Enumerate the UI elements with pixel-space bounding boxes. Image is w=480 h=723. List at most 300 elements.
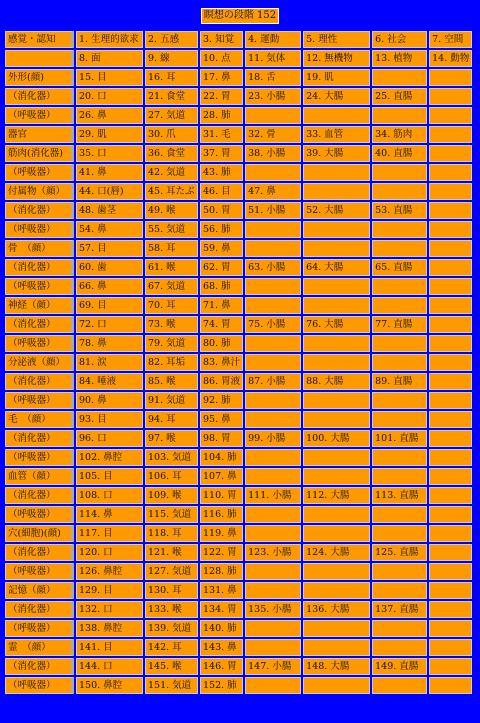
stage-cell: 2. 五感 <box>145 31 198 48</box>
stage-cell: 126. 鼻腔 <box>76 563 143 580</box>
stage-cell: 149. 直腸 <box>372 658 427 675</box>
stage-cell: 145. 喉 <box>145 658 198 675</box>
stage-cell <box>372 411 427 428</box>
stage-cell: 65. 直腸 <box>372 259 427 276</box>
stage-cell: 68. 肺 <box>200 278 243 295</box>
stage-cell: 121. 喉 <box>145 544 198 561</box>
stage-cell: 81. 涙 <box>76 354 143 371</box>
table-row <box>5 430 472 447</box>
stage-cell <box>303 354 370 371</box>
stage-cell: 144. 口 <box>76 658 143 675</box>
row-category-cell: 骨 （顔） <box>5 240 74 257</box>
row-category-cell: （呼吸器） <box>5 506 74 523</box>
stage-cell: 101. 直腸 <box>372 430 427 447</box>
stage-cell <box>303 411 370 428</box>
stage-cell: 69. 目 <box>76 297 143 314</box>
stage-cell: 122. 胃 <box>200 544 243 561</box>
stage-cell: 128. 肺 <box>200 563 243 580</box>
row-category-cell: （呼吸器） <box>5 677 74 694</box>
row-category-cell: （消化器） <box>5 316 74 333</box>
stage-cell: 90. 鼻 <box>76 392 143 409</box>
stage-cell <box>429 620 472 637</box>
stage-cell: 129. 目 <box>76 582 143 599</box>
stage-cell: 6. 社会 <box>372 31 427 48</box>
stage-cell: 119. 鼻 <box>200 525 243 542</box>
stage-cell: 9. 線 <box>145 50 198 67</box>
stage-cell <box>372 449 427 466</box>
stage-cell <box>245 297 301 314</box>
row-category-cell: 記憶（顔） <box>5 582 74 599</box>
stage-cell <box>372 69 427 86</box>
stage-cell <box>303 221 370 238</box>
stage-cell <box>303 335 370 352</box>
stage-cell <box>429 183 472 200</box>
stage-cell: 27. 気道 <box>145 107 198 124</box>
stage-cell: 115. 気道 <box>145 506 198 523</box>
stage-cell <box>372 278 427 295</box>
stage-cell: 148. 大腸 <box>303 658 370 675</box>
table-row <box>5 335 472 352</box>
stage-cell: 46. 目 <box>200 183 243 200</box>
stage-cell <box>372 107 427 124</box>
stage-cell <box>429 335 472 352</box>
stage-cell <box>429 468 472 485</box>
row-category-cell: （消化器） <box>5 88 74 105</box>
row-category-cell: 筋肉(消化器) <box>5 145 74 162</box>
stage-cell: 11. 気体 <box>245 50 301 67</box>
stage-cell <box>245 392 301 409</box>
stage-cell: 7. 空間 <box>429 31 472 48</box>
stage-cell <box>303 468 370 485</box>
table-row <box>5 620 472 637</box>
stage-cell: 16. 耳 <box>145 69 198 86</box>
stage-cell <box>372 183 427 200</box>
stage-cell: 138. 鼻腔 <box>76 620 143 637</box>
stage-cell <box>429 582 472 599</box>
stage-cell: 96. 口 <box>76 430 143 447</box>
stage-cell <box>372 468 427 485</box>
row-category-cell: 付属物（顔） <box>5 183 74 200</box>
table-row <box>5 506 472 523</box>
stage-cell: 15. 目 <box>76 69 143 86</box>
stage-cell <box>245 620 301 637</box>
row-category-cell: （呼吸器） <box>5 164 74 181</box>
stage-cell: 64. 大腸 <box>303 259 370 276</box>
table-row <box>5 449 472 466</box>
stage-cell: 40. 直腸 <box>372 145 427 162</box>
stage-cell: 141. 目 <box>76 639 143 656</box>
stage-cell: 50. 胃 <box>200 202 243 219</box>
stage-cell <box>303 392 370 409</box>
row-category-cell: （消化器） <box>5 544 74 561</box>
stage-cell: 57. 目 <box>76 240 143 257</box>
stage-cell <box>245 164 301 181</box>
stage-cell: 56. 肺 <box>200 221 243 238</box>
stage-cell: 13. 植物 <box>372 50 427 67</box>
stage-cell <box>429 677 472 694</box>
stage-cell: 31. 毛 <box>200 126 243 143</box>
row-category-cell: （呼吸器） <box>5 107 74 124</box>
stage-cell: 35. 口 <box>76 145 143 162</box>
stage-cell: 44. 口(唇) <box>76 183 143 200</box>
stage-cell <box>245 278 301 295</box>
stage-cell: 151. 気道 <box>145 677 198 694</box>
stage-cell: 21. 食堂 <box>145 88 198 105</box>
stage-cell: 108. 口 <box>76 487 143 504</box>
stage-cell: 75. 小腸 <box>245 316 301 333</box>
stage-cell: 10. 点 <box>200 50 243 67</box>
stage-cell <box>303 563 370 580</box>
table-row <box>5 601 472 618</box>
stage-cell: 112. 大腸 <box>303 487 370 504</box>
table-row <box>5 639 472 656</box>
stage-cell <box>429 316 472 333</box>
row-category-cell: 分泌液（顔） <box>5 354 74 371</box>
stage-cell: 36. 食堂 <box>145 145 198 162</box>
row-category-cell: （呼吸器） <box>5 620 74 637</box>
stage-cell <box>429 221 472 238</box>
stage-cell <box>372 240 427 257</box>
table-row <box>5 88 472 105</box>
stage-cell: 49. 喉 <box>145 202 198 219</box>
stage-cell: 109. 喉 <box>145 487 198 504</box>
stage-cell: 143. 鼻 <box>200 639 243 656</box>
stage-cell: 130. 耳 <box>145 582 198 599</box>
stage-cell <box>372 525 427 542</box>
stage-cell <box>429 297 472 314</box>
row-category-cell: 神経（顔） <box>5 297 74 314</box>
table-row <box>5 183 472 200</box>
row-category-cell: （消化器） <box>5 487 74 504</box>
stage-cell: 99. 小腸 <box>245 430 301 447</box>
stage-cell <box>429 525 472 542</box>
stage-cell: 127. 気道 <box>145 563 198 580</box>
table-row <box>5 544 472 561</box>
stage-cell: 45. 耳たぶ <box>145 183 198 200</box>
row-category-cell: （呼吸器） <box>5 221 74 238</box>
stage-cell <box>245 449 301 466</box>
stage-cell: 25. 直腸 <box>372 88 427 105</box>
stage-cell <box>303 297 370 314</box>
meditation-stages-table <box>3 29 474 696</box>
table-row <box>5 468 472 485</box>
stage-cell: 38. 小腸 <box>245 145 301 162</box>
page-title: 瞑想の段階 152 <box>201 8 279 24</box>
stage-cell: 72. 口 <box>76 316 143 333</box>
stage-cell: 33. 血管 <box>303 126 370 143</box>
stage-cell: 51. 小腸 <box>245 202 301 219</box>
stage-cell: 134. 胃 <box>200 601 243 618</box>
stage-cell <box>429 392 472 409</box>
stage-cell: 86. 胃液 <box>200 373 243 390</box>
table-row <box>5 107 472 124</box>
stage-cell <box>429 278 472 295</box>
stage-cell: 34. 筋肉 <box>372 126 427 143</box>
table-row <box>5 259 472 276</box>
stage-cell: 67. 気道 <box>145 278 198 295</box>
stage-cell: 94. 耳 <box>145 411 198 428</box>
stage-cell: 59. 鼻 <box>200 240 243 257</box>
stage-cell: 80. 肺 <box>200 335 243 352</box>
stage-cell: 82. 耳垢 <box>145 354 198 371</box>
table-row <box>5 31 472 48</box>
table-row <box>5 354 472 371</box>
stage-cell <box>245 221 301 238</box>
stage-cell <box>429 202 472 219</box>
stage-cell <box>429 69 472 86</box>
stage-cell: 85. 喉 <box>145 373 198 390</box>
stage-cell: 63. 小腸 <box>245 259 301 276</box>
stage-cell: 22. 胃 <box>200 88 243 105</box>
stage-cell <box>429 240 472 257</box>
table-row <box>5 240 472 257</box>
stage-cell: 78. 鼻 <box>76 335 143 352</box>
stage-cell <box>245 411 301 428</box>
row-category-cell: （呼吸器） <box>5 449 74 466</box>
stage-cell: 91. 気道 <box>145 392 198 409</box>
stage-cell <box>303 506 370 523</box>
stage-cell <box>245 240 301 257</box>
stage-cell: 52. 大腸 <box>303 202 370 219</box>
table-row <box>5 126 472 143</box>
stage-cell: 140. 肺 <box>200 620 243 637</box>
table-row <box>5 297 472 314</box>
stage-cell <box>245 677 301 694</box>
stage-cell: 29. 肌 <box>76 126 143 143</box>
stage-cell: 79. 気道 <box>145 335 198 352</box>
stage-cell: 18. 舌 <box>245 69 301 86</box>
table-row <box>5 525 472 542</box>
stage-cell: 20. 口 <box>76 88 143 105</box>
stage-cell: 77. 直腸 <box>372 316 427 333</box>
stage-cell: 92. 肺 <box>200 392 243 409</box>
row-category-cell: 感覚・認知 <box>5 31 74 48</box>
stage-cell <box>429 601 472 618</box>
stage-cell: 117. 目 <box>76 525 143 542</box>
stage-cell: 48. 歯茎 <box>76 202 143 219</box>
table-row <box>5 316 472 333</box>
stage-cell <box>245 335 301 352</box>
stage-cell: 152. 肺 <box>200 677 243 694</box>
stage-cell <box>429 639 472 656</box>
stage-cell: 47. 鼻 <box>245 183 301 200</box>
stage-cell <box>429 259 472 276</box>
stage-cell: 113. 直腸 <box>372 487 427 504</box>
table-row <box>5 221 472 238</box>
stage-cell: 17. 鼻 <box>200 69 243 86</box>
table-row <box>5 50 472 67</box>
stage-cell <box>245 506 301 523</box>
stage-cell: 54. 鼻 <box>76 221 143 238</box>
table-row <box>5 487 472 504</box>
stage-cell: 84. 唾液 <box>76 373 143 390</box>
row-category-cell: 穴(細胞)(顔) <box>5 525 74 542</box>
stage-cell: 114. 鼻 <box>76 506 143 523</box>
stage-cell: 4. 運動 <box>245 31 301 48</box>
stage-cell <box>372 297 427 314</box>
row-category-cell: （消化器） <box>5 658 74 675</box>
stage-cell: 43. 肺 <box>200 164 243 181</box>
stage-cell: 118. 耳 <box>145 525 198 542</box>
stage-cell <box>372 563 427 580</box>
stage-cell: 104. 肺 <box>200 449 243 466</box>
table-row <box>5 145 472 162</box>
stage-cell: 42. 気道 <box>145 164 198 181</box>
table-row <box>5 373 472 390</box>
stage-cell <box>429 145 472 162</box>
stage-cell: 116. 肺 <box>200 506 243 523</box>
row-category-cell: 霊 （顔） <box>5 639 74 656</box>
stage-cell <box>372 620 427 637</box>
stage-cell <box>372 354 427 371</box>
stage-cell <box>429 88 472 105</box>
table-row <box>5 202 472 219</box>
row-category-cell: （呼吸器） <box>5 563 74 580</box>
stage-cell: 58. 耳 <box>145 240 198 257</box>
row-category-cell: （消化器） <box>5 373 74 390</box>
stage-cell <box>372 335 427 352</box>
table-row <box>5 658 472 675</box>
stage-cell: 73. 喉 <box>145 316 198 333</box>
stage-cell: 19. 肌 <box>303 69 370 86</box>
stage-cell <box>429 487 472 504</box>
stage-cell: 105. 目 <box>76 468 143 485</box>
row-category-cell: （呼吸器） <box>5 392 74 409</box>
stage-cell <box>245 107 301 124</box>
stage-cell <box>429 544 472 561</box>
stage-cell <box>429 164 472 181</box>
stage-cell: 97. 喉 <box>145 430 198 447</box>
stage-cell <box>429 126 472 143</box>
table-row <box>5 563 472 580</box>
row-category-cell: 毛 （顔） <box>5 411 74 428</box>
stage-cell: 8. 面 <box>76 50 143 67</box>
row-category-cell: （消化器） <box>5 601 74 618</box>
table-row <box>5 582 472 599</box>
stage-cell <box>303 107 370 124</box>
stage-cell: 70. 耳 <box>145 297 198 314</box>
row-category-cell: 器官 <box>5 126 74 143</box>
stage-cell <box>429 373 472 390</box>
stage-cell <box>429 430 472 447</box>
stage-cell: 139. 気道 <box>145 620 198 637</box>
stage-cell: 142. 耳 <box>145 639 198 656</box>
stage-cell: 120. 口 <box>76 544 143 561</box>
stage-cell <box>303 677 370 694</box>
stage-cell <box>372 221 427 238</box>
stage-cell: 26. 鼻 <box>76 107 143 124</box>
stage-cell: 100. 大腸 <box>303 430 370 447</box>
table-row <box>5 392 472 409</box>
stage-cell <box>429 506 472 523</box>
stage-cell: 76. 大腸 <box>303 316 370 333</box>
row-category-cell <box>5 50 74 67</box>
stage-cell: 131. 鼻 <box>200 582 243 599</box>
stage-cell <box>372 677 427 694</box>
stage-cell: 88. 大腸 <box>303 373 370 390</box>
stage-cell: 146. 胃 <box>200 658 243 675</box>
stage-cell: 111. 小腸 <box>245 487 301 504</box>
stage-cell: 24. 大腸 <box>303 88 370 105</box>
stage-cell: 136. 大腸 <box>303 601 370 618</box>
stage-cell <box>303 639 370 656</box>
stage-cell: 74. 胃 <box>200 316 243 333</box>
stage-cell: 150. 鼻腔 <box>76 677 143 694</box>
stage-cell: 125. 直腸 <box>372 544 427 561</box>
stage-cell: 98. 胃 <box>200 430 243 447</box>
row-category-cell: （消化器） <box>5 259 74 276</box>
row-category-cell: （消化器） <box>5 430 74 447</box>
stage-cell: 102. 鼻腔 <box>76 449 143 466</box>
table-row <box>5 411 472 428</box>
stage-cell <box>429 411 472 428</box>
stage-cell: 61. 喉 <box>145 259 198 276</box>
stage-cell <box>245 354 301 371</box>
stage-cell <box>372 506 427 523</box>
table-row <box>5 69 472 86</box>
stage-cell: 132. 口 <box>76 601 143 618</box>
stage-cell: 53. 直腸 <box>372 202 427 219</box>
stage-cell <box>303 164 370 181</box>
stage-cell <box>372 639 427 656</box>
table-row <box>5 677 472 694</box>
stage-cell: 28. 肺 <box>200 107 243 124</box>
stage-cell: 124. 大腸 <box>303 544 370 561</box>
stage-cell: 103. 気道 <box>145 449 198 466</box>
stage-cell: 30. 爪 <box>145 126 198 143</box>
stage-cell: 133. 喉 <box>145 601 198 618</box>
stage-cell: 66. 鼻 <box>76 278 143 295</box>
stage-cell: 123. 小腸 <box>245 544 301 561</box>
stage-cell: 135. 小腸 <box>245 601 301 618</box>
stage-cell: 83. 鼻汁 <box>200 354 243 371</box>
stage-cell <box>372 582 427 599</box>
stage-cell: 107. 鼻 <box>200 468 243 485</box>
stage-cell: 147. 小腸 <box>245 658 301 675</box>
stage-cell <box>303 620 370 637</box>
stage-cell: 37. 胃 <box>200 145 243 162</box>
stage-cell <box>245 639 301 656</box>
table-row <box>5 164 472 181</box>
stage-cell <box>245 582 301 599</box>
stage-cell: 32. 骨 <box>245 126 301 143</box>
stage-cell: 39. 大腸 <box>303 145 370 162</box>
stage-cell <box>245 525 301 542</box>
stage-cell <box>372 164 427 181</box>
row-category-cell: 外形(顔) <box>5 69 74 86</box>
stage-cell <box>245 563 301 580</box>
stage-cell <box>303 525 370 542</box>
row-category-cell: （呼吸器） <box>5 278 74 295</box>
stage-cell <box>303 240 370 257</box>
stage-cell: 12. 無機物 <box>303 50 370 67</box>
stage-cell <box>429 107 472 124</box>
stage-cell <box>429 449 472 466</box>
stage-cell <box>429 658 472 675</box>
stage-cell <box>372 392 427 409</box>
stage-cell: 3. 知覚 <box>200 31 243 48</box>
row-category-cell: （呼吸器） <box>5 335 74 352</box>
stage-cell: 89. 直腸 <box>372 373 427 390</box>
stage-cell: 62. 胃 <box>200 259 243 276</box>
stage-cell: 95. 鼻 <box>200 411 243 428</box>
stage-cell <box>245 468 301 485</box>
row-category-cell: （消化器） <box>5 202 74 219</box>
stage-cell <box>303 183 370 200</box>
stage-cell <box>303 582 370 599</box>
stage-cell: 87. 小腸 <box>245 373 301 390</box>
stage-cell <box>429 563 472 580</box>
